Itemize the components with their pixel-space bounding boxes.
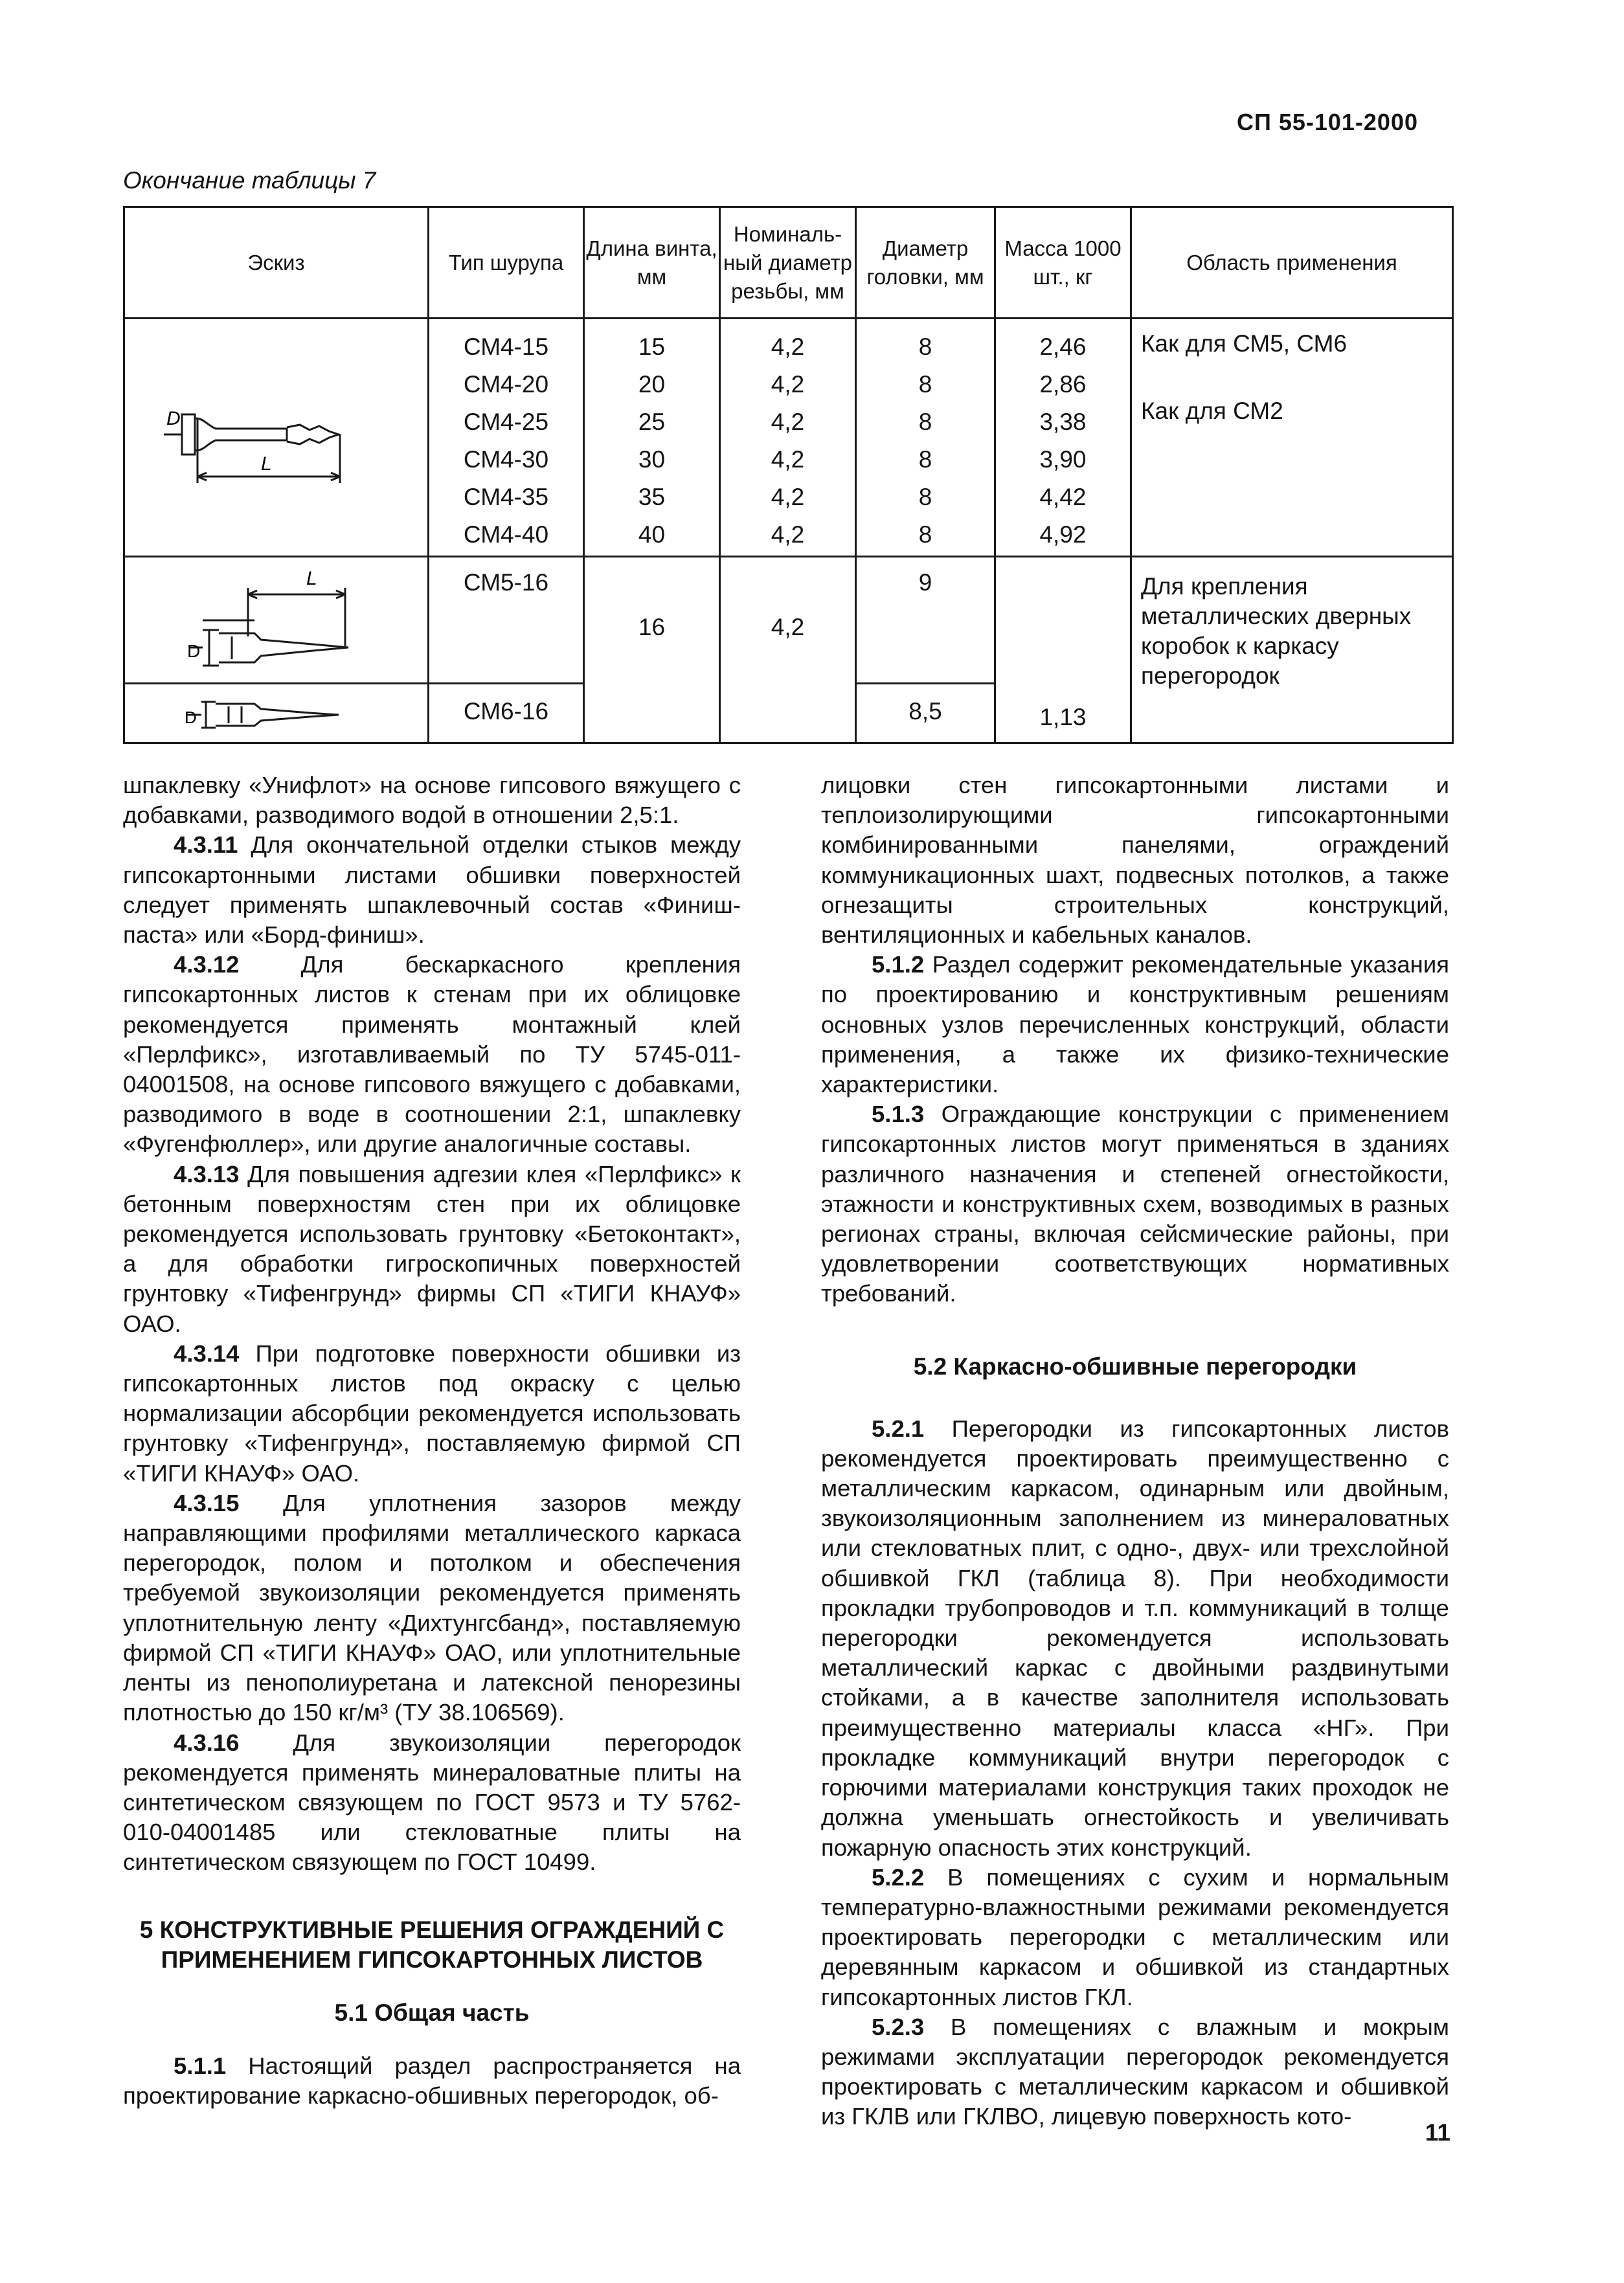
subsection-title: 5.2 Каркасно-обшивные перегородки — [913, 1353, 1357, 1380]
clause-text: Для окончательной отделки стыков между гипсокартонными листами обшивки поверхностей следует применять шпаклевочный состав «Финиш-паста» или «Борд-финиш». — [123, 831, 741, 949]
screw-cm6-sketch — [125, 686, 425, 741]
paragraph — [123, 1489, 741, 1728]
thread-value: 4,2 — [771, 333, 805, 360]
application-cm5-cm6: Для крепления металлических дверных коробок к каркасу перегородок — [1131, 557, 1453, 743]
clause-text: Настоящий раздел распространяется на проектирование каркасно-обшивных перегородок, об- — [123, 2052, 741, 2109]
lengths-cm4-cell — [584, 319, 720, 557]
header-thread: Номиналь-ный диаметр резьбы, мм — [720, 207, 856, 319]
type-cm4-25: СМ4-25 — [463, 409, 549, 435]
document-code: СП 55-101-2000 — [1236, 109, 1418, 135]
sketch-d-label: D — [166, 407, 181, 429]
header-length: Длина винта, мм — [584, 207, 720, 319]
mass-cm5-cm6 — [995, 557, 1131, 743]
thread-value: 4,2 — [771, 446, 805, 473]
clause-number: 4.3.13 — [174, 1160, 240, 1187]
clause-text: В помещениях с влажным и мокрым режимами эксплуатации перегородок рекомендуется проектировать с металлическим каркасом и обшивкой из ГКЛВ или ГКЛВО, лицевую поверхность кото- — [821, 2013, 1449, 2130]
head-value: 8 — [918, 333, 932, 360]
header-application: Область применения — [1131, 207, 1453, 319]
application-text: Как для СМ5, СМ6 — [1141, 330, 1348, 357]
clause-number: 5.1.3 — [872, 1101, 925, 1128]
masses-cm4-cell — [995, 319, 1131, 557]
mass-value: 3,90 — [1039, 446, 1087, 473]
head-value: 8 — [918, 521, 932, 548]
type-cm5-16: СМ5-16 — [429, 557, 584, 684]
paragraph — [821, 1099, 1449, 1309]
sketch-d-label: D — [185, 707, 197, 727]
page-number: 11 — [1425, 2119, 1450, 2146]
thread-value: 4,2 — [771, 409, 805, 435]
sketch-d-label: D — [187, 640, 201, 661]
clause-text: Для звукоизоляции перегородок рекомендуется применять минераловатные плиты на синтетическом связующем по ГОСТ 9573 и ТУ 5762-010-04001485 или стекловатные плиты на синтетическом связующем по ГОСТ 10499. — [123, 1729, 741, 1876]
clause-number: 4.3.15 — [174, 1489, 240, 1516]
thread-value: 4,2 — [771, 371, 805, 398]
header-type: Тип шурупа — [429, 207, 584, 319]
table-row-cm5 — [124, 557, 1453, 684]
clause-text: Для бескаркасного крепления гипсокартонных листов к стенам при их облицовке рекомендуется применять монтажный клей «Перлфикс», изготавливаемый по ТУ 5745-011-04001508, на основе гипсового вяжущего с добавками, разводимого в воде в соотношении 2:1, шпаклевку «Фугенфюллер», или другие аналогичные составы. — [123, 951, 741, 1158]
type-cm4-40: СМ4-40 — [463, 521, 549, 548]
head-value: 8 — [918, 446, 932, 473]
type-cm4-30: СМ4-30 — [463, 446, 549, 473]
sketch-l-label: L — [306, 567, 317, 589]
clause-number: 5.2.3 — [872, 2013, 925, 2040]
clause-text: Ограждающие конструкции с применением гипсокартонных листов могут применяться в зданиях различного назначения и степеней огнестойкости, этажности и конструктивных схем, возводимых в разных регионах страны, включая сейсмические районы, при удовлетворении соответствующих нормативных требований. — [821, 1101, 1449, 1307]
type-cm6-16: СМ6-16 — [429, 684, 584, 743]
paragraph — [821, 1414, 1449, 1863]
sketch-l-label: L — [261, 453, 272, 475]
clause-text: Перегородки из гипсокартонных листов рекомендуется проектировать преимущественно с металлическим каркасом, одинарным или двойным, звукоизоляционным заполнением из минераловатных или стекловатных плит, с одно-, двух- или трехслойной обшивкой ГКЛ (таблица 8). При необходимости прокладки трубопроводов и т.п. коммуникаций в толще перегородки рекомендуется использовать металлический каркас с двойными раздвинутыми стойками, а в качестве заполнителя использовать преимущественно материалы класса «НГ». При прокладке коммуникаций внутри перегородок с горючими материалами конструкция таких проходок не должна уменьшать огнестойкость и увеличивать пожарную опасность этих конструкций. — [821, 1415, 1449, 1861]
length-value: 40 — [638, 521, 666, 548]
mass-value: 1,13 — [1039, 704, 1087, 730]
paragraph — [123, 2051, 741, 2111]
head-value: 8 — [918, 484, 932, 510]
table-caption: Окончание таблицы 7 — [123, 167, 376, 194]
paragraph: лицовки стен гипсокартонными листами и теплоизолирующими гипсокартонными комбинированными панелями, ограждений коммуникационных шахт, подвесных потолков, а также огнезащиты строительных конструкций, вентиляционных и кабельных каналов. — [821, 772, 1449, 949]
application-text: Как для СМ2 — [1141, 398, 1283, 424]
subsection-title: 5.1 Общая часть — [334, 1999, 530, 2026]
length-value: 35 — [638, 484, 666, 510]
clause-number: 4.3.12 — [174, 951, 240, 978]
head-cm6: 8,5 — [856, 684, 995, 743]
screw-cm5-sketch — [125, 559, 425, 682]
length-value: 25 — [638, 409, 666, 435]
head-value: 8 — [918, 409, 932, 435]
paragraph: шпаклевку «Унифлот» на основе гипсового вяжущего с добавками, разводимого водой в отношении 2,5:1. — [123, 772, 741, 829]
paragraph — [821, 1863, 1449, 2012]
clause-text: Для уплотнения зазоров между направляющими профилями металлического каркаса перегородок, полом и потолком и обеспечения требуемой звукоизоляции рекомендуется применять уплотнительную ленту «Дихтунгсбанд», поставляемую фирмой СП «ТИГИ КНАУФ» ОАО, или уплотнительные ленты из пенополиуретана и латексной пенорезины плотностью до 150 кг/м³ (ТУ 38.106569). — [123, 1489, 741, 1726]
mass-value: 4,92 — [1039, 521, 1087, 548]
clause-number: 5.2.2 — [872, 1863, 925, 1891]
paragraph — [821, 2012, 1449, 2132]
clause-number: 5.2.1 — [872, 1415, 925, 1442]
header-mass: Масса 1000 шт., кг — [995, 207, 1131, 319]
clause-number: 4.3.11 — [174, 831, 238, 859]
sketch-cm6-cell — [124, 684, 429, 743]
clause-number: 4.3.16 — [174, 1729, 240, 1756]
type-cm4-20: СМ4-20 — [463, 371, 549, 398]
clause-text: Для повышения адгезии клея «Перлфикс» к бетонным поверхностям стен при их облицовке рекомендуется использовать грунтовку «Бетоконтакт», а для обработки гигроскопичных поверхностей грунтовку «Тифенгрунд» фирмы СП «ТИГИ КНАУФ» ОАО. — [123, 1160, 741, 1337]
clause-number: 5.1.1 — [174, 2052, 227, 2079]
clause-text: В помещениях с сухим и нормальным температурно-влажностными режимами рекомендуется проектировать перегородки с металлическим или деревянным каркасом и обшивкой из стандартных гипсокартонных листов ГКЛ. — [821, 1863, 1449, 2010]
paragraph — [123, 1160, 741, 1339]
length-value: 15 — [638, 333, 666, 360]
clause-number: 5.1.2 — [872, 951, 925, 978]
clause-text: При подготовке поверхности обшивки из гипсокартонных листов под окраску с целью нормализации абсорбции рекомендуется использовать грунтовку «Тифенгрунд», поставляемую фирмой СП «ТИГИ КНАУФ» ОАО. — [123, 1340, 741, 1487]
application-cm4-cell — [1131, 319, 1453, 557]
table-row-cm4 — [124, 319, 1453, 557]
length-value: 30 — [638, 446, 666, 473]
section-title: 5 КОНСТРУКТИВНЫЕ РЕШЕНИЯ ОГРАЖДЕНИЙ С ПРИМЕНЕНИЕМ ГИПСОКАРТОННЫХ ЛИСТОВ — [139, 1916, 725, 1973]
screw-cm4-sketch — [125, 321, 425, 554]
length-cm5-cm6: 16 — [584, 557, 720, 743]
sketch-cm5-cell — [124, 557, 429, 684]
head-value: 8 — [918, 371, 932, 398]
left-column — [123, 770, 741, 2111]
head-cm5: 9 — [856, 557, 995, 684]
paragraph — [123, 1728, 741, 1878]
types-cm4-cell — [429, 319, 584, 557]
clause-text: Раздел содержит рекомендательные указания по проектированию и конструктивным решениям основных узлов перечисленных конструкций, области применения, а также их физико-технические характеристики. — [821, 951, 1449, 1098]
thread-cm5-cm6: 4,2 — [720, 557, 856, 743]
paragraph — [123, 1339, 741, 1489]
mass-value: 4,42 — [1039, 484, 1087, 510]
sketch-cm4-cell — [124, 319, 429, 557]
screw-table — [123, 206, 1454, 744]
header-sketch: Эскиз — [124, 207, 429, 319]
type-cm4-15: СМ4-15 — [463, 333, 549, 360]
length-value: 20 — [638, 371, 666, 398]
header-head: Диаметр головки, мм — [856, 207, 995, 319]
thread-value: 4,2 — [771, 484, 805, 510]
clause-number: 4.3.14 — [174, 1340, 240, 1367]
table-header-row — [124, 207, 1453, 319]
paragraph — [821, 950, 1449, 1099]
paragraph — [123, 950, 741, 1159]
thread-value: 4,2 — [771, 521, 805, 548]
mass-value: 2,46 — [1039, 333, 1087, 360]
threads-cm4-cell — [720, 319, 856, 557]
right-column — [821, 770, 1449, 2132]
mass-value: 2,86 — [1039, 371, 1087, 398]
heads-cm4-cell — [856, 319, 995, 557]
paragraph — [123, 830, 741, 950]
type-cm4-35: СМ4-35 — [463, 484, 549, 510]
mass-value: 3,38 — [1039, 409, 1087, 435]
